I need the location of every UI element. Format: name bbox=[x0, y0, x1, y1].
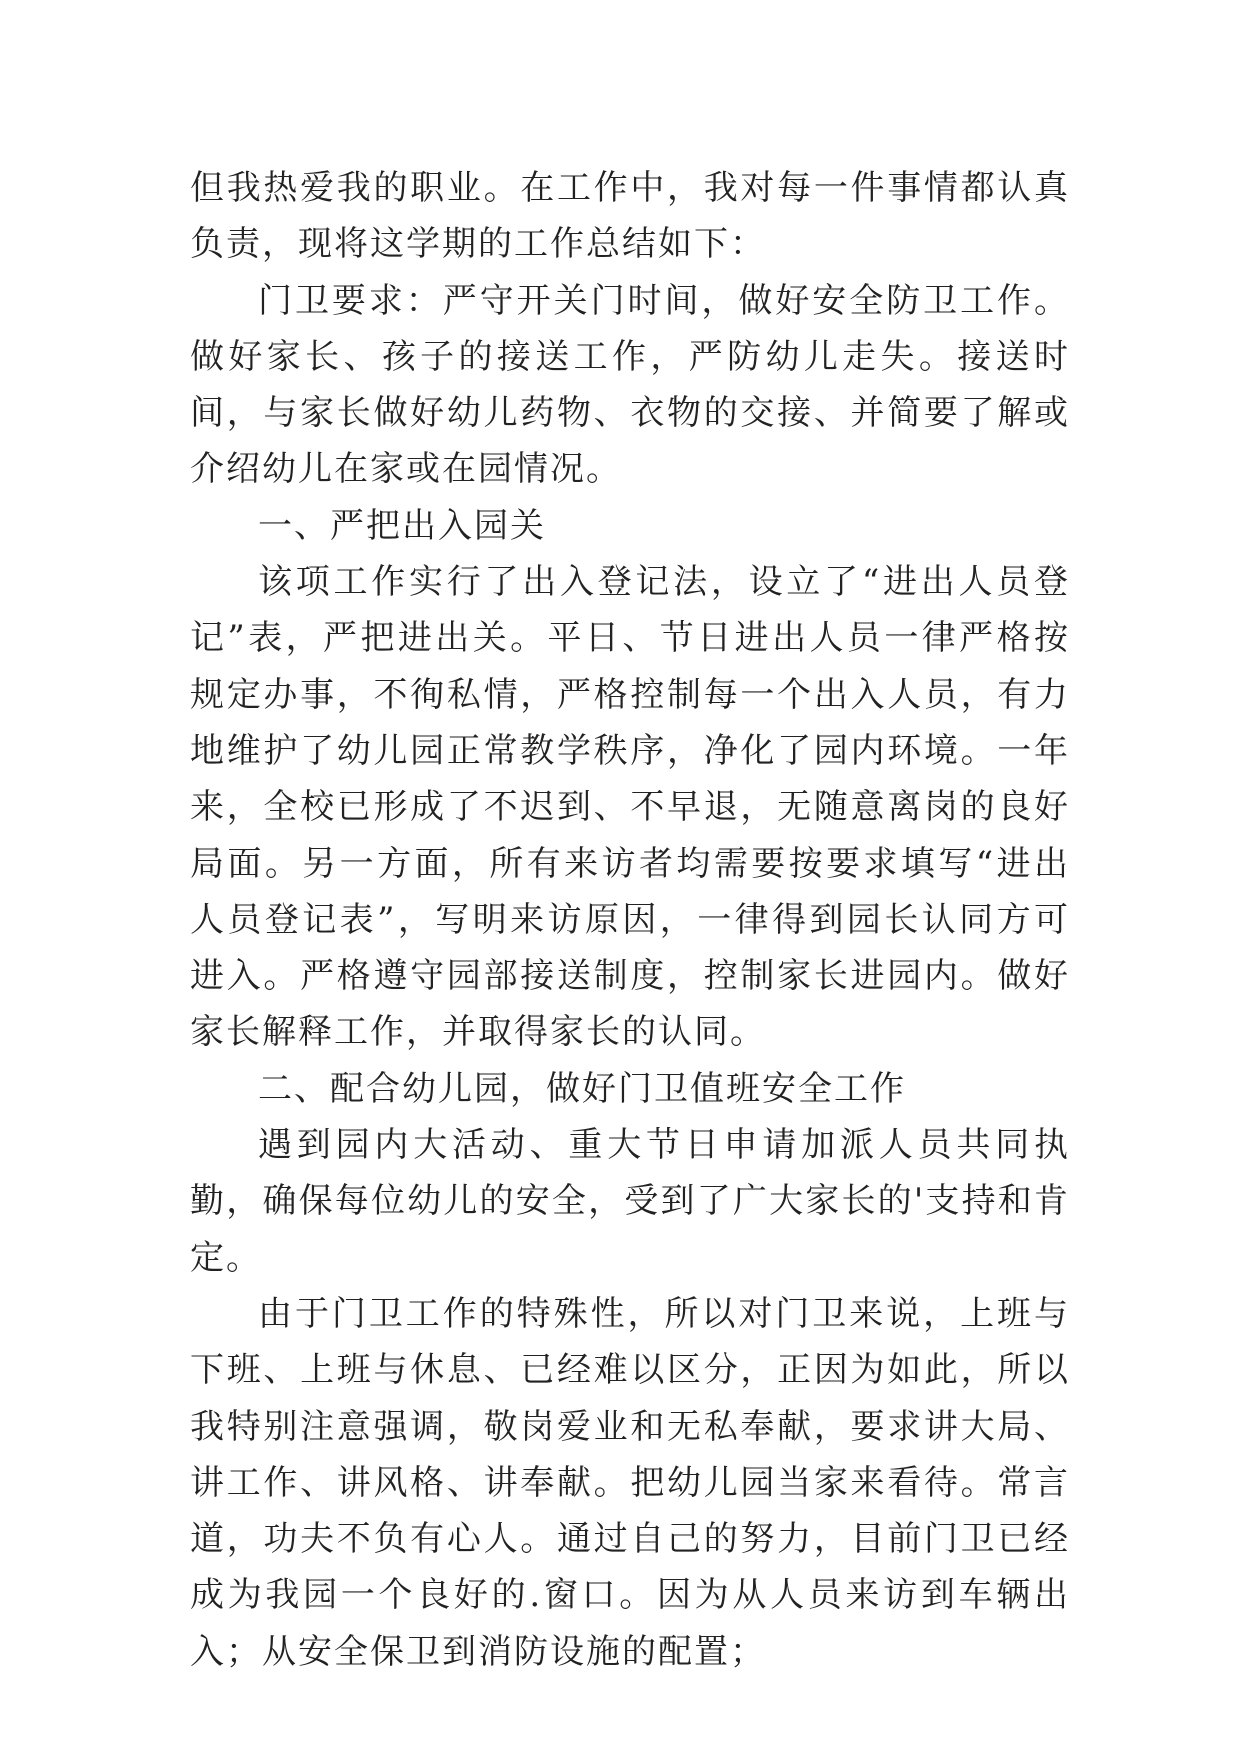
section-heading-2: 二、配合幼儿园，做好门卫值班安全工作 bbox=[258, 1068, 906, 1109]
paragraph-dedication: 由于门卫工作的特殊性，所以对门卫来说，上班与下班、上班与休息、已经难以区分，正因为如此，所以我特别注意强调，敬岗爱业和无私奉献，要求讲大局、讲工作、讲风格、讲奉献。把幼儿园当家来看待。常言道，功夫不负有心人。通过自己的努力，目前门卫已经成为我园一个良好的.窗口。因为从人员来访到车辆出入；从安全保卫到消防设施的配置； bbox=[190, 1293, 1070, 1672]
paragraph-intro: 但我热爱我的职业。在工作中，我对每一件事情都认真负责，现将这学期的工作总结如下： bbox=[190, 168, 1070, 265]
paragraph-major-events: 遇到园内大活动、重大节日申请加派人员共同执勤，确保每位幼儿的安全，受到了广大家长的'支持和肯定。 bbox=[190, 1125, 1070, 1278]
document-body bbox=[190, 160, 1070, 1680]
paragraph-gatekeeper-requirements: 门卫要求：严守开关门时间，做好安全防卫工作。做好家长、孩子的接送工作，严防幼儿走失。接送时间，与家长做好幼儿药物、衣物的交接、并简要了解或介绍幼儿在家或在园情况。 bbox=[190, 280, 1070, 490]
paragraph-entry-registration: 该项工作实行了出入登记法，设立了“进出人员登记”表，严把进出关。平日、节日进出人员一律严格按规定办事，不徇私情，严格控制每一个出入人员，有力地维护了幼儿园正常教学秩序，净化了园内环境。一年来，全校已形成了不迟到、不早退，无随意离岗的良好局面。另一方面，所有来访者均需要按要求填写“进出人员登记表”，写明来访原因，一律得到园长认同方可进入。严格遵守园部接送制度，控制家长进园内。做好家长解释工作，并取得家长的认同。 bbox=[190, 562, 1070, 1053]
section-heading-1: 一、严把出入园关 bbox=[258, 505, 546, 546]
